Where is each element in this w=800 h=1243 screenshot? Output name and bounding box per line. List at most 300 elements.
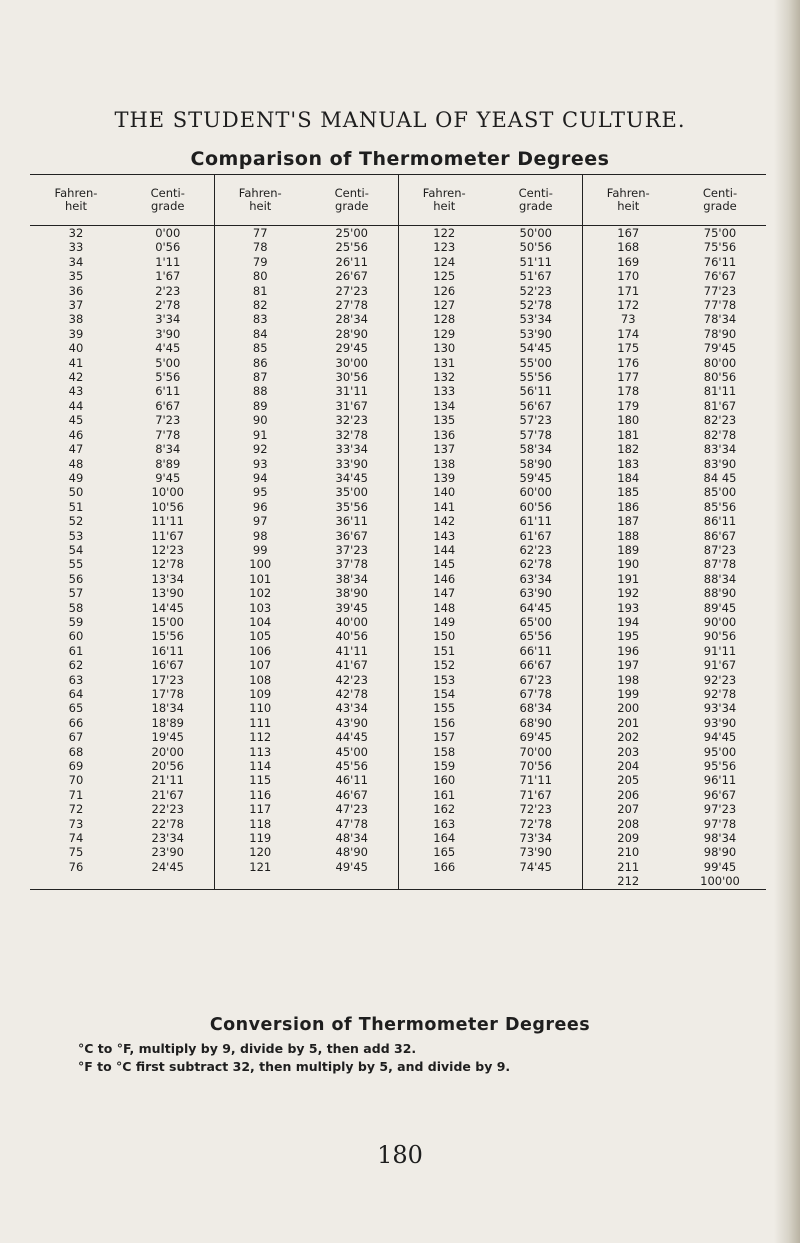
centigrade-cell: 11'67 — [151, 528, 184, 543]
centigrade-cell: 31'67 — [335, 398, 368, 413]
centigrade-cell: 39'45 — [335, 600, 368, 615]
fahrenheit-cell: 168 — [582, 240, 674, 254]
centigrade-cell: 91'11 — [703, 643, 737, 658]
fahrenheit-cell: 97 — [214, 514, 306, 528]
centigrade-cell — [122, 874, 214, 889]
table-row — [30, 615, 766, 629]
fahrenheit-cell: 126 — [398, 284, 490, 298]
centigrade-cell: 52'78 — [519, 298, 552, 313]
fahrenheit-cell: 175 — [582, 341, 674, 355]
fahrenheit-cell: 132 — [398, 370, 490, 384]
centigrade-cell: 23'90 — [151, 845, 184, 860]
fahrenheit-cell — [398, 874, 490, 889]
centigrade-cell: 21'11 — [151, 773, 184, 788]
table-row — [30, 730, 766, 744]
fahrenheit-cell: 52 — [68, 514, 84, 529]
fahrenheit-cell: 178 — [582, 384, 674, 398]
centigrade-cell: 47'23 — [335, 802, 368, 817]
centigrade-cell: 16'67 — [151, 658, 184, 673]
centigrade-cell: 60'56 — [519, 499, 552, 514]
centigrade-cell: 43'90 — [335, 715, 368, 730]
fahrenheit-cell: 207 — [582, 802, 674, 816]
fahrenheit-cell: 196 — [582, 644, 674, 658]
header-centigrade — [306, 175, 398, 226]
centigrade-cell: 29'45 — [335, 341, 368, 356]
centigrade-cell: 7'78 — [155, 427, 181, 442]
centigrade-cell: 46'67 — [335, 787, 368, 802]
centigrade-cell: 11'11 — [151, 514, 184, 529]
header-line1: Fahren- — [238, 186, 282, 200]
centigrade-cell: 2'78 — [155, 298, 181, 313]
centigrade-cell: 36'11 — [335, 514, 368, 529]
centigrade-cell: 93'34 — [703, 701, 737, 716]
table-row — [30, 284, 766, 298]
centigrade-cell: 19'45 — [151, 730, 184, 745]
fahrenheit-cell: 83 — [214, 312, 306, 326]
fahrenheit-cell: 150 — [398, 629, 490, 643]
centigrade-cell: 86'11 — [703, 514, 737, 529]
fahrenheit-cell: 54 — [68, 542, 84, 557]
fahrenheit-cell: 145 — [398, 557, 490, 571]
fahrenheit-cell: 181 — [582, 428, 674, 442]
fahrenheit-cell: 156 — [398, 716, 490, 730]
table-row — [30, 557, 766, 571]
centigrade-cell: 51'11 — [519, 254, 552, 269]
header-line2: grade — [151, 199, 185, 213]
fahrenheit-cell: 108 — [214, 673, 306, 687]
fahrenheit-cell: 72 — [68, 802, 84, 817]
centigrade-cell: 30'00 — [335, 355, 368, 370]
fahrenheit-cell: 71 — [68, 787, 84, 802]
header-centigrade — [674, 175, 766, 226]
fahrenheit-cell: 94 — [214, 471, 306, 485]
table-row — [30, 529, 766, 543]
fahrenheit-cell: 138 — [398, 457, 490, 471]
centigrade-cell: 60'00 — [519, 485, 552, 500]
centigrade-cell: 22'78 — [151, 816, 184, 831]
centigrade-cell: 49'45 — [335, 859, 368, 874]
centigrade-cell: 30'56 — [335, 370, 368, 385]
fahrenheit-cell: 37 — [68, 298, 84, 313]
centigrade-cell: 25'56 — [335, 240, 368, 255]
table-row — [30, 788, 766, 802]
fahrenheit-cell: 201 — [582, 716, 674, 730]
fahrenheit-cell: 144 — [398, 543, 490, 557]
fahrenheit-cell: 39 — [68, 326, 84, 341]
fahrenheit-cell: 161 — [398, 788, 490, 802]
centigrade-cell: 7'23 — [155, 413, 181, 428]
fahrenheit-cell: 124 — [398, 255, 490, 269]
table-row — [30, 471, 766, 485]
fahrenheit-cell: 61 — [68, 643, 84, 658]
fahrenheit-cell: 74 — [68, 831, 84, 846]
fahrenheit-cell: 117 — [214, 802, 306, 816]
centigrade-cell: 97'78 — [703, 816, 737, 831]
table-row — [30, 341, 766, 355]
centigrade-cell: 5'00 — [155, 355, 181, 370]
fahrenheit-cell: 43 — [68, 384, 84, 399]
fahrenheit-cell: 121 — [214, 860, 306, 874]
fahrenheit-cell: 64 — [68, 687, 84, 701]
centigrade-cell: 74'45 — [519, 859, 552, 874]
fahrenheit-cell: 199 — [582, 687, 674, 701]
fahrenheit-cell: 149 — [398, 615, 490, 629]
fahrenheit-cell: 112 — [214, 730, 306, 744]
fahrenheit-cell: 76 — [68, 859, 84, 874]
fahrenheit-cell: 208 — [582, 817, 674, 831]
centigrade-cell: 21'67 — [151, 787, 184, 802]
fahrenheit-cell: 45 — [68, 413, 84, 428]
fahrenheit-cell: 135 — [398, 413, 490, 427]
table-row — [30, 874, 766, 889]
table-row — [30, 428, 766, 442]
fahrenheit-cell: 35 — [68, 269, 84, 284]
conversion-rule-c-to-f: °C to °F, multiply by 9, divide by 5, then add 32. — [78, 1041, 417, 1056]
fahrenheit-cell: 163 — [398, 817, 490, 831]
centigrade-cell: 38'34 — [335, 571, 368, 586]
table-row — [30, 255, 766, 269]
centigrade-cell: 61'11 — [519, 514, 552, 529]
centigrade-cell: 18'34 — [151, 701, 184, 716]
fahrenheit-cell: 47 — [68, 442, 84, 457]
fahrenheit-cell: 102 — [214, 586, 306, 600]
fahrenheit-cell: 82 — [214, 298, 306, 312]
centigrade-cell: 58'90 — [519, 456, 552, 471]
fahrenheit-cell: 143 — [398, 529, 490, 543]
table-row — [30, 543, 766, 557]
centigrade-cell: 88'90 — [703, 586, 737, 601]
centigrade-cell: 66'11 — [519, 643, 552, 658]
centigrade-cell: 31'11 — [335, 384, 368, 399]
centigrade-cell: 2'23 — [155, 283, 181, 298]
centigrade-cell: 89'45 — [703, 600, 737, 615]
table-row — [30, 240, 766, 254]
fahrenheit-cell: 56 — [68, 571, 84, 586]
centigrade-cell: 55'56 — [519, 370, 552, 385]
table-row — [30, 356, 766, 370]
centigrade-cell: 35'56 — [335, 499, 368, 514]
centigrade-cell: 8'34 — [155, 442, 181, 457]
centigrade-cell: 63'34 — [519, 571, 552, 586]
degree-comparison-table — [30, 174, 766, 890]
fahrenheit-cell: 84 — [214, 327, 306, 341]
centigrade-cell: 66'67 — [519, 658, 552, 673]
centigrade-cell: 100'00 — [674, 874, 766, 889]
fahrenheit-cell: 41 — [68, 355, 84, 370]
centigrade-cell: 95'56 — [703, 759, 737, 774]
fahrenheit-cell — [214, 874, 306, 889]
table-row — [30, 442, 766, 456]
centigrade-cell: 25'00 — [335, 226, 368, 240]
fahrenheit-cell: 116 — [214, 788, 306, 802]
fahrenheit-cell: 182 — [582, 442, 674, 456]
fahrenheit-cell: 202 — [582, 730, 674, 744]
fahrenheit-cell: 140 — [398, 485, 490, 499]
fahrenheit-cell: 95 — [214, 485, 306, 499]
table-row — [30, 831, 766, 845]
centigrade-cell: 77'23 — [703, 283, 737, 298]
centigrade-cell: 78'34 — [703, 312, 737, 327]
header-line2: grade — [335, 199, 369, 213]
fahrenheit-cell: 146 — [398, 572, 490, 586]
centigrade-cell: 18'89 — [151, 715, 184, 730]
centigrade-cell: 6'67 — [155, 398, 181, 413]
fahrenheit-cell: 79 — [214, 255, 306, 269]
centigrade-cell: 50'56 — [519, 240, 552, 255]
table-row — [30, 687, 766, 701]
fahrenheit-cell: 191 — [582, 572, 674, 586]
centigrade-cell: 47'78 — [335, 816, 368, 831]
centigrade-cell: 80'56 — [703, 370, 737, 385]
centigrade-cell: 90'56 — [703, 629, 737, 644]
centigrade-cell: 62'23 — [519, 542, 552, 557]
table-row — [30, 745, 766, 759]
fahrenheit-cell: 123 — [398, 240, 490, 254]
centigrade-cell: 38'90 — [335, 586, 368, 601]
centigrade-cell: 28'34 — [335, 312, 368, 327]
fahrenheit-cell: 190 — [582, 557, 674, 571]
centigrade-cell: 94'45 — [703, 730, 737, 745]
centigrade-cell: 57'23 — [519, 413, 552, 428]
table-row — [30, 413, 766, 427]
centigrade-cell: 26'67 — [335, 269, 368, 284]
fahrenheit-cell: 100 — [214, 557, 306, 571]
centigrade-cell: 44'45 — [335, 730, 368, 745]
fahrenheit-cell: 177 — [582, 370, 674, 384]
header-line1: Fahren- — [54, 186, 98, 200]
centigrade-cell: 48'90 — [335, 845, 368, 860]
fahrenheit-cell: 197 — [582, 658, 674, 672]
fahrenheit-cell: 120 — [214, 845, 306, 859]
centigrade-cell: 3'34 — [155, 312, 181, 327]
header-line1: Fahren- — [422, 186, 466, 200]
fahrenheit-cell: 107 — [214, 658, 306, 672]
fahrenheit-cell: 67 — [68, 730, 84, 745]
centigrade-cell: 92'23 — [703, 672, 737, 687]
fahrenheit-cell: 129 — [398, 327, 490, 341]
centigrade-cell: 71'67 — [519, 787, 552, 802]
table-row — [30, 269, 766, 283]
centigrade-cell: 80'00 — [703, 355, 737, 370]
fahrenheit-cell: 103 — [214, 601, 306, 615]
centigrade-cell: 83'34 — [703, 442, 737, 457]
table-row — [30, 457, 766, 471]
centigrade-cell: 99'45 — [703, 859, 737, 874]
table-row — [30, 327, 766, 341]
centigrade-cell: 37'78 — [335, 557, 368, 572]
centigrade-cell: 0'00 — [155, 226, 181, 240]
table-row — [30, 629, 766, 643]
header-line2: grade — [519, 199, 553, 213]
fahrenheit-cell: 62 — [68, 658, 84, 673]
centigrade-cell: 92'78 — [703, 687, 737, 701]
fahrenheit-cell: 131 — [398, 356, 490, 370]
running-head: THE STUDENT'S MANUAL OF YEAST CULTURE. — [114, 108, 686, 132]
centigrade-cell: 56'11 — [519, 384, 552, 399]
page-shadow-edge — [774, 0, 800, 1243]
fahrenheit-cell: 70 — [68, 773, 84, 788]
fahrenheit-cell: 42 — [68, 370, 84, 385]
fahrenheit-cell: 171 — [582, 284, 674, 298]
centigrade-cell: 12'23 — [151, 542, 184, 557]
centigrade-cell: 73'34 — [519, 831, 552, 846]
fahrenheit-cell: 193 — [582, 601, 674, 615]
centigrade-cell: 56'67 — [519, 398, 552, 413]
table-row — [30, 673, 766, 687]
centigrade-cell: 61'67 — [519, 528, 552, 543]
centigrade-cell: 48'34 — [335, 831, 368, 846]
centigrade-cell: 91'67 — [703, 658, 737, 673]
centigrade-cell: 82'23 — [703, 413, 737, 428]
fahrenheit-cell: 34 — [68, 254, 84, 269]
centigrade-cell: 71'11 — [519, 773, 552, 788]
centigrade-cell: 3'90 — [155, 326, 181, 341]
centigrade-cell: 58'34 — [519, 442, 552, 457]
fahrenheit-cell: 55 — [68, 557, 84, 572]
fahrenheit-cell: 48 — [68, 456, 84, 471]
centigrade-cell: 77'78 — [703, 298, 737, 313]
fahrenheit-cell: 184 — [582, 471, 674, 485]
centigrade-cell: 75'56 — [703, 240, 737, 255]
centigrade-cell: 68'34 — [519, 701, 552, 716]
table-row — [30, 572, 766, 586]
centigrade-cell: 54'45 — [519, 341, 552, 356]
centigrade-cell: 33'90 — [335, 456, 368, 471]
fahrenheit-cell: 162 — [398, 802, 490, 816]
fahrenheit-cell: 194 — [582, 615, 674, 629]
fahrenheit-cell: 111 — [214, 716, 306, 730]
table-row — [30, 817, 766, 831]
centigrade-cell: 75'00 — [703, 226, 737, 240]
table-row — [30, 644, 766, 658]
fahrenheit-cell: 192 — [582, 586, 674, 600]
fahrenheit-cell: 158 — [398, 745, 490, 759]
centigrade-cell: 50'00 — [519, 226, 552, 240]
fahrenheit-cell: 104 — [214, 615, 306, 629]
centigrade-cell: 72'23 — [519, 802, 552, 817]
centigrade-cell: 42'23 — [335, 672, 368, 687]
fahrenheit-cell: 57 — [68, 586, 84, 601]
centigrade-cell: 33'34 — [335, 442, 368, 457]
centigrade-cell: 15'00 — [151, 614, 184, 629]
fahrenheit-cell: 78 — [214, 240, 306, 254]
fahrenheit-cell: 91 — [214, 428, 306, 442]
fahrenheit-cell: 46 — [68, 427, 84, 442]
centigrade-cell: 72'78 — [519, 816, 552, 831]
fahrenheit-cell: 183 — [582, 457, 674, 471]
centigrade-cell: 42'78 — [335, 687, 368, 701]
page-number: 180 — [377, 1141, 423, 1169]
centigrade-cell: 45'00 — [335, 744, 368, 759]
fahrenheit-cell: 165 — [398, 845, 490, 859]
fahrenheit-cell: 188 — [582, 529, 674, 543]
fahrenheit-cell: 49 — [68, 470, 84, 485]
table-row — [30, 773, 766, 787]
centigrade-cell: 40'00 — [335, 614, 368, 629]
fahrenheit-cell: 68 — [68, 744, 84, 759]
fahrenheit-cell: 174 — [582, 327, 674, 341]
fahrenheit-cell: 147 — [398, 586, 490, 600]
centigrade-cell: 87'23 — [703, 542, 737, 557]
table-row — [30, 586, 766, 600]
centigrade-cell: 40'56 — [335, 629, 368, 644]
centigrade-cell: 45'56 — [335, 759, 368, 774]
fahrenheit-cell: 198 — [582, 673, 674, 687]
centigrade-cell: 85'00 — [703, 485, 737, 500]
fahrenheit-cell: 172 — [582, 298, 674, 312]
centigrade-cell: 79'45 — [703, 341, 737, 356]
fahrenheit-cell: 75 — [68, 845, 84, 860]
header-line1: Centi- — [334, 186, 369, 200]
fahrenheit-cell: 85 — [214, 341, 306, 355]
fahrenheit-cell: 204 — [582, 759, 674, 773]
fahrenheit-cell: 88 — [214, 384, 306, 398]
header-line2: grade — [703, 199, 737, 213]
table-body — [30, 226, 766, 890]
centigrade-cell: 53'90 — [519, 326, 552, 341]
centigrade-cell: 87'78 — [703, 557, 737, 572]
centigrade-cell: 34'45 — [335, 470, 368, 485]
fahrenheit-cell: 118 — [214, 817, 306, 831]
centigrade-cell: 32'23 — [335, 413, 368, 428]
header-centigrade — [122, 175, 214, 226]
table-row — [30, 658, 766, 672]
table-row — [30, 845, 766, 859]
fahrenheit-cell: 139 — [398, 471, 490, 485]
fahrenheit-cell: 59 — [68, 614, 84, 629]
centigrade-cell — [306, 874, 398, 889]
fahrenheit-cell: 152 — [398, 658, 490, 672]
conversion-rule-f-to-c: °F to °C first subtract 32, then multiply by 5, and divide by 9. — [78, 1059, 511, 1074]
centigrade-cell: 59'45 — [519, 470, 552, 485]
centigrade-cell: 16'11 — [151, 643, 184, 658]
fahrenheit-cell: 167 — [582, 226, 674, 241]
centigrade-cell: 65'00 — [519, 614, 552, 629]
centigrade-cell: 43'34 — [335, 701, 368, 716]
fahrenheit-cell: 89 — [214, 399, 306, 413]
fahrenheit-cell: 81 — [214, 284, 306, 298]
centigrade-cell: 68'90 — [519, 715, 552, 730]
centigrade-cell: 4'45 — [155, 341, 181, 356]
header-line1: Centi- — [518, 186, 553, 200]
centigrade-cell: 76'67 — [703, 269, 737, 284]
fahrenheit-cell: 60 — [68, 629, 84, 644]
fahrenheit-cell: 160 — [398, 773, 490, 787]
centigrade-cell: 57'78 — [519, 427, 552, 442]
fahrenheit-cell: 58 — [68, 600, 84, 615]
fahrenheit-cell: 176 — [582, 356, 674, 370]
fahrenheit-cell: 53 — [68, 528, 84, 543]
header-centigrade — [490, 175, 582, 226]
fahrenheit-cell: 134 — [398, 399, 490, 413]
table-header-row — [30, 175, 766, 226]
header-fahrenheit — [398, 175, 490, 226]
fahrenheit-cell: 110 — [214, 701, 306, 715]
fahrenheit-cell: 105 — [214, 629, 306, 643]
fahrenheit-cell: 137 — [398, 442, 490, 456]
centigrade-cell: 82'78 — [703, 427, 737, 442]
table-row — [30, 601, 766, 615]
table-row — [30, 298, 766, 312]
table-row — [30, 500, 766, 514]
centigrade-cell: 1'11 — [155, 254, 181, 269]
centigrade-cell: 36'67 — [335, 528, 368, 543]
fahrenheit-cell: 87 — [214, 370, 306, 384]
table-row — [30, 514, 766, 528]
fahrenheit-cell: 200 — [582, 701, 674, 715]
fahrenheit-cell: 99 — [214, 543, 306, 557]
fahrenheit-cell: 157 — [398, 730, 490, 744]
